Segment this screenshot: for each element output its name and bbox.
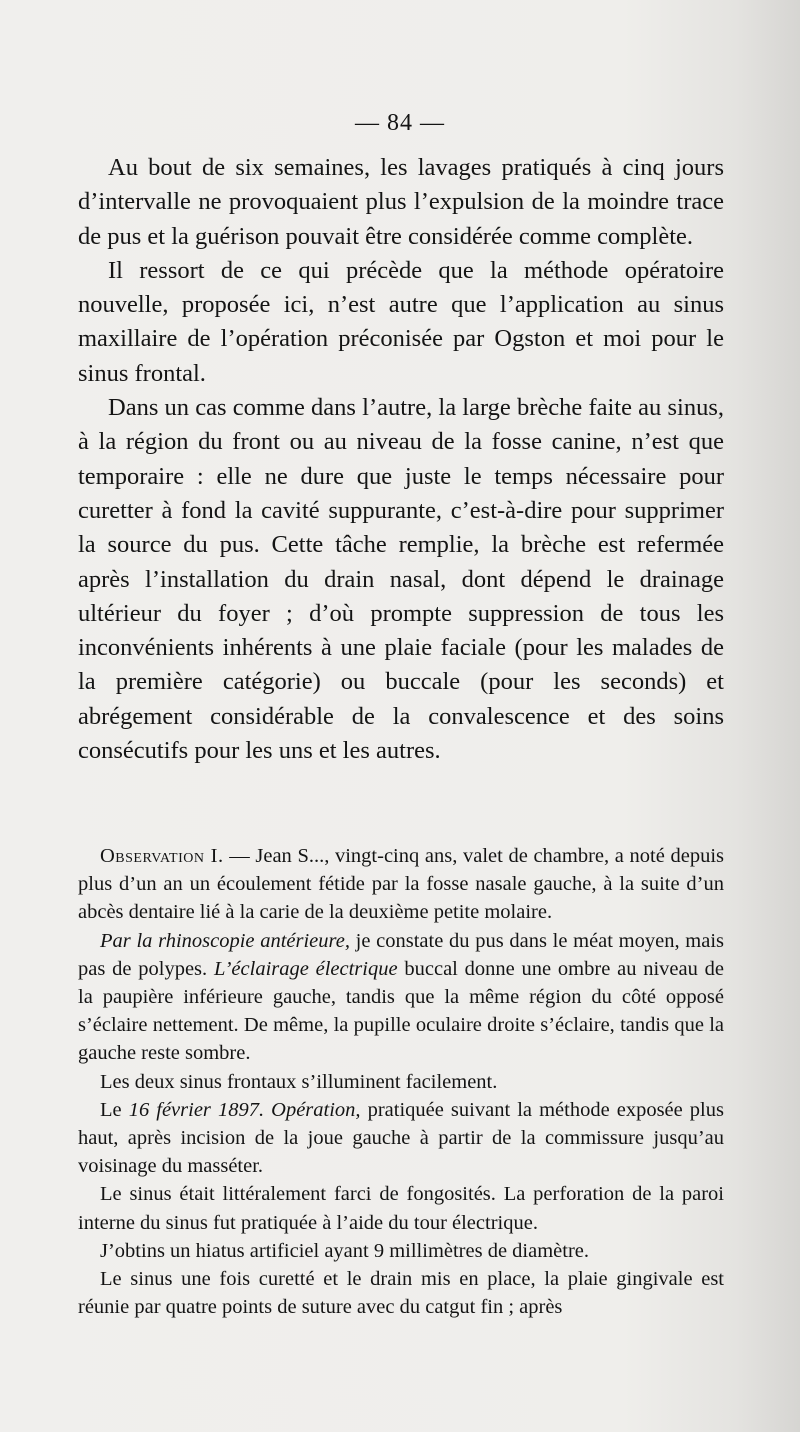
observation-frontal: Les deux sinus frontaux s’illuminent facilement. <box>100 1070 498 1093</box>
observation-section <box>78 842 724 1321</box>
operation-date: 16 février 1897. Opération, <box>128 1098 361 1121</box>
observation-hiatus: J’obtins un hiatus artificiel ayant 9 millimètres de diamètre. <box>100 1239 590 1262</box>
observation-heading: Observation I. <box>100 845 224 867</box>
observation-intro <box>78 842 724 927</box>
operation-text: pratiquée suivant la méthode exposée plus haut, après incision de la joue gauche à partir de la commissure jusqu’au voisinage du masséter. <box>78 1098 724 1178</box>
paragraph-2: Il ressort de ce qui précède que la méthode opératoire nouvelle, proposée ici, n’est autre que l’application au sinus maxillaire de l’opération préconisée par Ogston et moi pour le sinus frontal. <box>78 256 724 387</box>
paragraph-3: Dans un cas comme dans l’autre, la large brèche faite au sinus, à la région du front ou au niveau de la fosse canine, n’est que temporaire : elle ne dure que juste le temps nécessaire pour curetter à fond la cavité suppurante, c’est-à-dire pour supprimer la source du pus. Cette tâche remplie, la brèche est refermée après l’installation du drain nasal, dont dépend le drainage ultérieur du foyer ; d’où prompte suppression de tous les inconvénients inhérents à une plaie faciale (pour les malades de la première catégorie) ou buccale (pour les seconds) et abrégement considérable de la convalescence et des soins consécutifs pour les uns et les autres. <box>78 394 724 765</box>
eclairage-text: buccal donne une ombre au niveau de la paupière inférieure gauche, tandis que la même région du côté opposé s’éclaire nettement. De même, la pupille oculaire droite s’éclaire, tandis que la gauche reste sombre. <box>78 957 725 1065</box>
observation-fongosites: Le sinus était littéralement farci de fongosités. La perforation de la paroi interne du sinus fut pratiquée à l’aide du tour électrique. <box>78 1183 724 1234</box>
operation-prefix: Le <box>100 1098 129 1121</box>
observation-rhinoscopy <box>78 927 724 1068</box>
observation-intro-text: — Jean S..., vingt-cinq ans, valet de chambre, a noté depuis plus d’un an un écoulement fétide par la fosse nasale gauche, à la suite d’un abcès dentaire lié à la carie de la deuxième petite molaire. <box>78 845 724 924</box>
page-number: — 84 — <box>355 110 445 136</box>
observation-suture: Le sinus une fois curetté et le drain mis en place, la plaie gingivale est réunie par quatre points de suture avec du catgut fin ; après <box>78 1268 724 1319</box>
paragraph-1: Au bout de six semaines, les lavages pratiqués à cinq jours d’intervalle ne provoquaient plus l’expulsion de la moindre trace de pus et la guérison pouvait être considérée comme complète. <box>78 154 724 250</box>
rhinoscopy-term: Par la rhinoscopie antérieure, <box>100 929 350 952</box>
rhinoscopy-text: je constate du pus dans le méat moyen, mais pas de polypes. <box>78 929 724 980</box>
eclairage-term: L’éclairage électrique <box>213 957 398 980</box>
observation-operation <box>78 1096 724 1181</box>
main-text <box>78 151 724 768</box>
